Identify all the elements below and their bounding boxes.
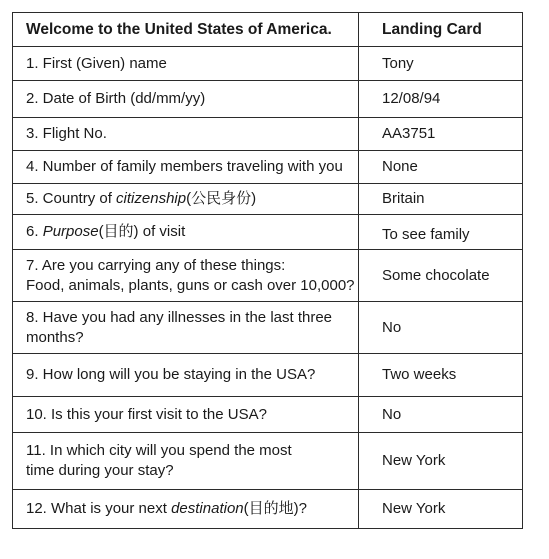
answer-cell: Some chocolate xyxy=(359,250,523,302)
question-text: 9. How long will you be staying in the USA? xyxy=(26,366,316,383)
answer-cell: No xyxy=(359,397,523,433)
question-line: Food, animals, plants, guns or cash over 10,000? xyxy=(26,276,355,294)
question-text: 1. First (Given) name xyxy=(26,54,167,72)
answer-cell: None xyxy=(359,151,523,184)
table-row xyxy=(13,81,523,118)
question-cell xyxy=(13,433,359,490)
answer-cell: Two weeks xyxy=(359,354,523,397)
table-row xyxy=(13,47,523,81)
question-line: 8. Have you had any illnesses in the last three xyxy=(26,308,333,326)
table-row xyxy=(13,118,523,151)
question-text: 3. Flight No. xyxy=(26,125,107,142)
table-row xyxy=(13,433,523,490)
question-cell xyxy=(13,215,359,250)
question-text: 4. Number of family members traveling with you xyxy=(26,158,343,175)
table-row xyxy=(13,490,523,529)
answer-cell: New York xyxy=(359,433,523,490)
question-line: months? xyxy=(26,328,84,346)
chinese-gloss: (目的) of visit xyxy=(98,223,186,240)
question-text: 5. Country of xyxy=(26,190,117,207)
question-text: 12. What is your next xyxy=(26,500,172,517)
chinese-gloss: (公民身份) xyxy=(186,190,257,207)
question-text: 2. Date of Birth (dd/mm/yy) xyxy=(26,90,206,107)
question-emphasis: Purpose xyxy=(42,223,99,240)
card-name: Landing Card xyxy=(359,13,523,47)
header-row xyxy=(13,13,523,47)
answer-cell: Britain xyxy=(359,184,523,215)
question-line: time during your stay? xyxy=(26,462,174,479)
chinese-gloss: (目的地)? xyxy=(243,500,307,517)
question-emphasis: destination xyxy=(171,500,244,517)
question-line: 11. In which city will you spend the most xyxy=(26,442,292,459)
table-row xyxy=(13,302,523,354)
answer-cell: New York xyxy=(359,490,523,529)
question-cell xyxy=(13,47,359,81)
question-cell xyxy=(13,118,359,151)
landing-card-table xyxy=(12,12,523,529)
answer-cell: Tony xyxy=(359,47,523,81)
answer-cell: No xyxy=(359,302,523,354)
answer-cell: To see family xyxy=(359,215,523,250)
question-line: 7. Are you carrying any of these things: xyxy=(26,256,286,274)
question-cell xyxy=(13,302,359,354)
table-row xyxy=(13,397,523,433)
question-cell xyxy=(13,397,359,433)
question-cell xyxy=(13,151,359,184)
question-cell xyxy=(13,250,359,302)
question-cell xyxy=(13,81,359,118)
question-cell xyxy=(13,490,359,529)
table-row xyxy=(13,215,523,250)
question-cell xyxy=(13,184,359,215)
answer-cell: 12/08/94 xyxy=(359,81,523,118)
question-text: 6. xyxy=(26,223,43,240)
table-row xyxy=(13,184,523,215)
question-emphasis: citizenship xyxy=(116,190,187,207)
form-title: Welcome to the United States of America. xyxy=(13,13,359,47)
table-row xyxy=(13,354,523,397)
question-cell xyxy=(13,354,359,397)
answer-cell: AA3751 xyxy=(359,118,523,151)
table-row xyxy=(13,250,523,302)
table-row xyxy=(13,151,523,184)
question-text: 10. Is this your first visit to the USA? xyxy=(26,405,267,423)
